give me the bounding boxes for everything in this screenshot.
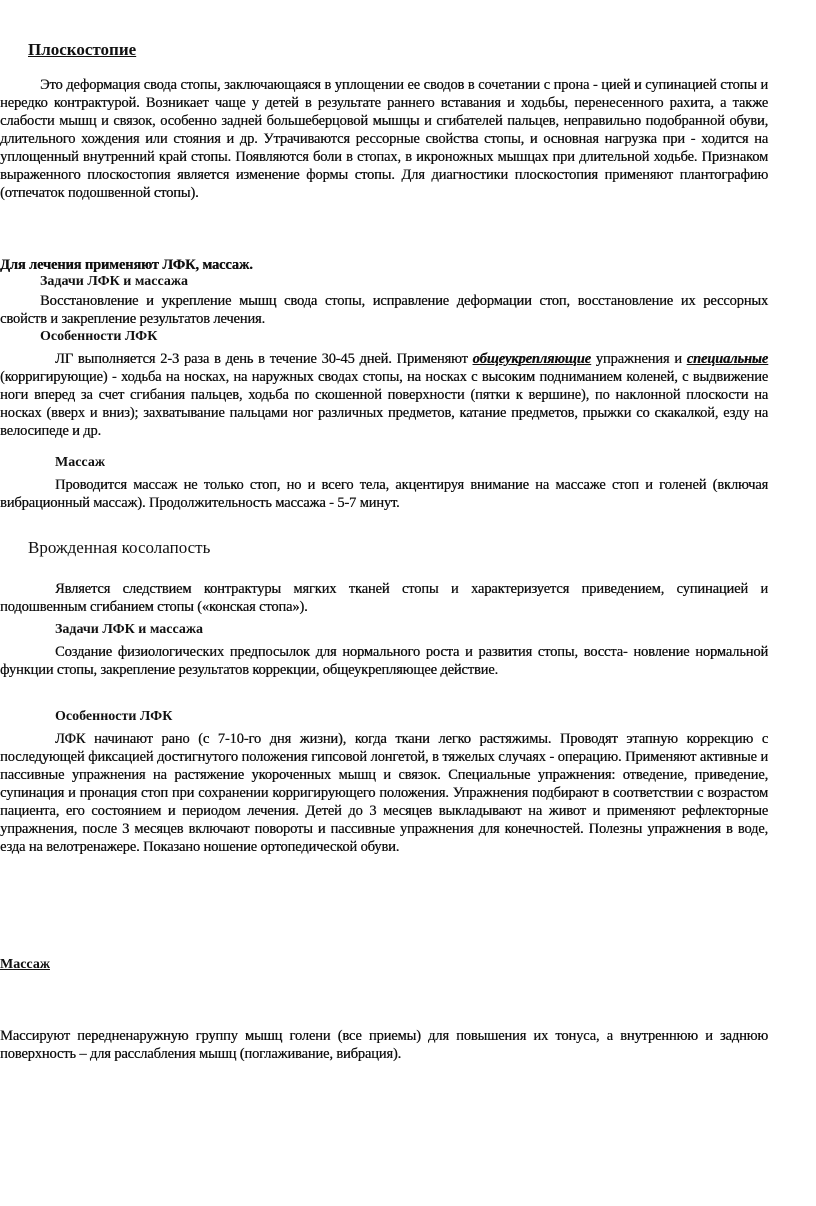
clubfoot-title: Врожденная косолапость	[28, 538, 211, 557]
clubfoot-intro: Является следствием контрактуры мягких тканей стопы и характеризуется приведением, супинацией и подошвенным сгибанием стопы («конская стопа»).	[0, 581, 768, 615]
features-text-part2: упражнения и	[595, 351, 682, 367]
clubfoot-features-title: Особенности ЛФК	[55, 709, 173, 724]
flatfoot-massage-text: Проводится массаж не только стоп, но и всего тела, акцентируя внимание на массаже стоп и голеней (включая вибрационный массаж). Продолжительность массажа - 5-7 минут.	[0, 477, 768, 511]
flatfoot-tasks-title: Задачи ЛФК и массажа	[40, 274, 189, 289]
flatfoot-treatment: Для лечения применяют ЛФК, массаж.	[0, 257, 253, 273]
clubfoot-tasks-text: Создание физиологических предпосылок для нормального роста и развития стопы, восста- новление нормальной функции стопы, закрепление результатов коррекции, общеукрепляющее действие.	[0, 644, 768, 678]
flatfoot-features-title: Особенности ЛФК	[40, 329, 158, 344]
flatfoot-intro: Это деформация свода стопы, заключающаяся в уплощении ее сводов в сочетании с прона - цией и супинацией стопы и нередко контрактурой. Возникает чаще у детей в результате раннего вставания и ходьбы, перенесенного рахита, а также слабости мышц и связок, особенно задней большеберцовой мышцы и сгибателей пальцев, неправильно подобранной обуви, длительного хождения или стояния и др. Утрачиваются рессорные свойства стопы, и основная нагрузка при - ходится на уплощенный внутренний край стопы. Появляются боли в стопах, в икроножных мышцах при длительной ходьбе. Признаком выраженного плоскостопия является изменение формы стопы. Для диагностики плоскостопия применяют плантографию (отпечаток подошвенной стопы).	[0, 77, 768, 201]
flatfoot-title: Плоскостопие	[28, 40, 137, 59]
flatfoot-tasks-text: Восстановление и укрепление мышц свода стопы, исправление деформации стоп, восстановление их рессорных свойств и закрепление результатов лечения.	[0, 293, 768, 327]
features-emphasis-special: специальные	[686, 351, 768, 367]
massage-text: Массируют передненаружную группу мышц голени (все приемы) для повышения их тонуса, а внутреннюю и заднюю поверхность – для расслабления мышц (поглаживание, вибрация).	[0, 1028, 768, 1062]
massage-title: Массаж	[0, 957, 50, 972]
clubfoot-tasks-title: Задачи ЛФК и массажа	[55, 622, 204, 637]
flatfoot-features-text	[0, 350, 768, 440]
clubfoot-features-text: ЛФК начинают рано (с 7-10-го дня жизни), когда ткани легко растяжимы. Проводят этапную коррекцию с последующей фиксацией достигнутого положения гипсовой лонгетой, в тяжелых случаях - операцию. Применяют активные и пассивные упражнения на растяжение укороченных мышц и связок. Специальные упражнения: отведение, приведение, супинация и пронация стоп при сохранении корригирующего положения. Упражнения подбирают в соответствии с возрастом пациента, его состоянием и периодом лечения. Детей до 3 месяцев выкладывают на живот и применяют рефлекторные упражнения, после 3 месяцев включают повороты и пассивные упражнения для конечностей. Полезны упражнения в воде, езда на велотренажере. Показано ношение ортопедической обуви.	[0, 731, 768, 855]
features-text-part3: (корригирующие) - ходьба на носках, на наружных сводах стопы, на носках с высоким подниманием коленей, с выдвижение ноги вперед за счет сгибания пальцев, ходьба по скошенной поверхности (пятки к вершине), по наклонной плоскости на носках (вверх и вниз); захватывание пальцами ног различных предметов, катание предметов, прыжки со скакалкой, езду на велосипеде и др.	[0, 369, 768, 439]
features-text-part1: ЛГ выполняется 2-3 раза в день в течение 30-45 дней. Применяют	[55, 351, 468, 367]
flatfoot-massage-title: Массаж	[55, 455, 105, 470]
features-emphasis-general: общеукрепляющие	[472, 351, 591, 367]
